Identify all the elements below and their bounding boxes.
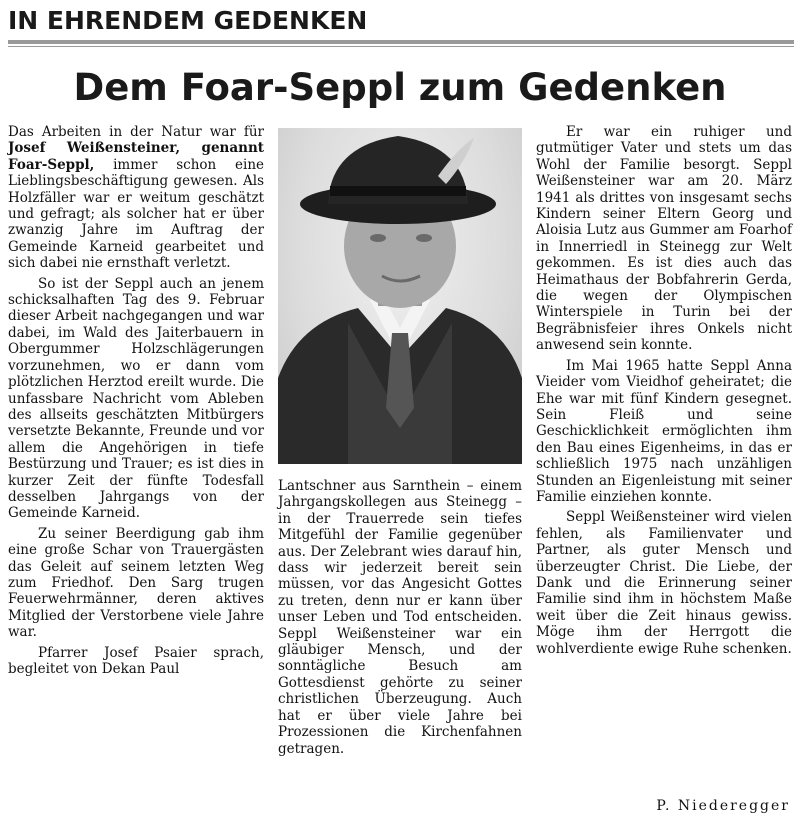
portrait-illustration [278, 128, 522, 464]
col3-paragraph-2: Im Mai 1965 hatte Seppl Anna Vieider vom Vieidhof geheiratet; die Ehe war mit fünf Kindern gesegnet. Sein Fleiß und seine Geschicklichkeit ermöglichten ihm den Bau eines Eigenheims, in das er schließlich 1975 nach unzähligen Stunden an Eigenleistung mit seiner Familie einziehen konnte. [536, 357, 792, 505]
col3-paragraph-1: Er war ein ruhiger und gutmütiger Vater und stets um das Wohl der Familie besorgt. Seppl Weißensteiner war am 20. März 1941 als drittes von insgesamt sechs Kindern seiner Eltern Georg und Aloisia Lutz aus Gummer am Foarhof in Innerriedl in Steinegg zur Welt gekommen. Es ist dies auch das Heimathaus der Bobfahrerin Gerda, die wegen der Olympischen Winterspiele in Turin bei der Begräbnisfeier ihres Onkels nicht anwesend sein konnte. [536, 124, 792, 354]
col1-paragraph-4: Pfarrer Josef Psaier sprach, begleitet von Dekan Paul [8, 644, 264, 677]
header-rule-thin [8, 46, 794, 47]
article-column-2 [278, 478, 522, 757]
col2-paragraph-1: Lantschner aus Sarnthein – einem Jahrgangskollegen aus Steinegg – in der Trauerrede sein tiefes Mitgefühl der Familie gegenüber aus. Der Zelebrant wies darauf hin, dass wir jederzeit bereit sein müssen, vor das Angesicht Gottes zu treten, denn nur er kann über unser Leben und Tod entscheiden. Seppl Weißensteiner war ein gläubiger Mensch, und der sonntägliche Besuch am Gottesdienst gehörte zu seiner christlichen Überzeugung. Auch hat er über viele Jahre bei Prozessionen die Kirchenfahnen getragen. [278, 478, 522, 757]
person-name-bold: Josef Weißensteiner, genannt Foar-Seppl, [8, 140, 264, 173]
article-column-3 [536, 124, 792, 657]
col1-paragraph-1 [8, 124, 264, 272]
col1-p1-text-c: immer schon eine Lieblingsbeschäftigung gewesen. Als Holzfäller war er weitum geschätzt und gefragt; als solcher hat er über zwanzig Jahre im Auftrag der Gemeinde Karneid gearbeitet und sich dabei nie ernsthaft verletzt. [8, 156, 264, 272]
article-column-1 [8, 124, 264, 677]
article-headline: Dem Foar-Seppl zum Gedenken [73, 66, 727, 109]
col1-paragraph-3: Zu seiner Beerdigung gab ihm eine große Schar von Trauergästen das Geleit auf seinem letzten Weg zum Friedhof. Den Sarg trugen Feuerwehrmänner, deren aktives Mitglied der Verstorbene viele Jahre war. [8, 525, 264, 641]
col3-paragraph-3: Seppl Weißensteiner wird vielen fehlen, als Familienvater und Partner, als guter Mensch und überzeugter Christ. Die Liebe, der Dank und die Erinnerung seiner Familie sind ihm in höchstem Maße weit über die Zeit hinaus gewiss. Möge ihm der Herrgott die wohlverdiente ewige Ruhe schenken. [536, 509, 792, 657]
header-rule-thick [8, 40, 794, 44]
portrait-photo [278, 128, 522, 464]
section-header [8, 6, 794, 42]
author-signature: P. Niederegger [656, 798, 790, 814]
section-title: IN EHRENDEM GEDENKEN [8, 6, 368, 35]
col1-p1-text-a: Das Arbeiten in der Natur war für [8, 124, 264, 140]
col1-paragraph-2: So ist der Seppl auch an jenem schicksalhaften Tag des 9. Februar dieser Arbeit nachgegangen und war dabei, im Wald des Jaiterbauern in Obergummer Holzschlägerungen vorzunehmen, wo er dann vom plötzlichen Herztod ereilt wurde. Die unfassbare Nachricht vom Ableben des allseits geschätzten Mitbürgers versetzte Bekannte, Freunde und vor allem die Angehörigen in tiefe Bestürzung und Trauer; es ist dies in kurzer Zeit der fünfte Todesfall desselben Jahrgangs von der Gemeinde Karneid. [8, 275, 264, 522]
